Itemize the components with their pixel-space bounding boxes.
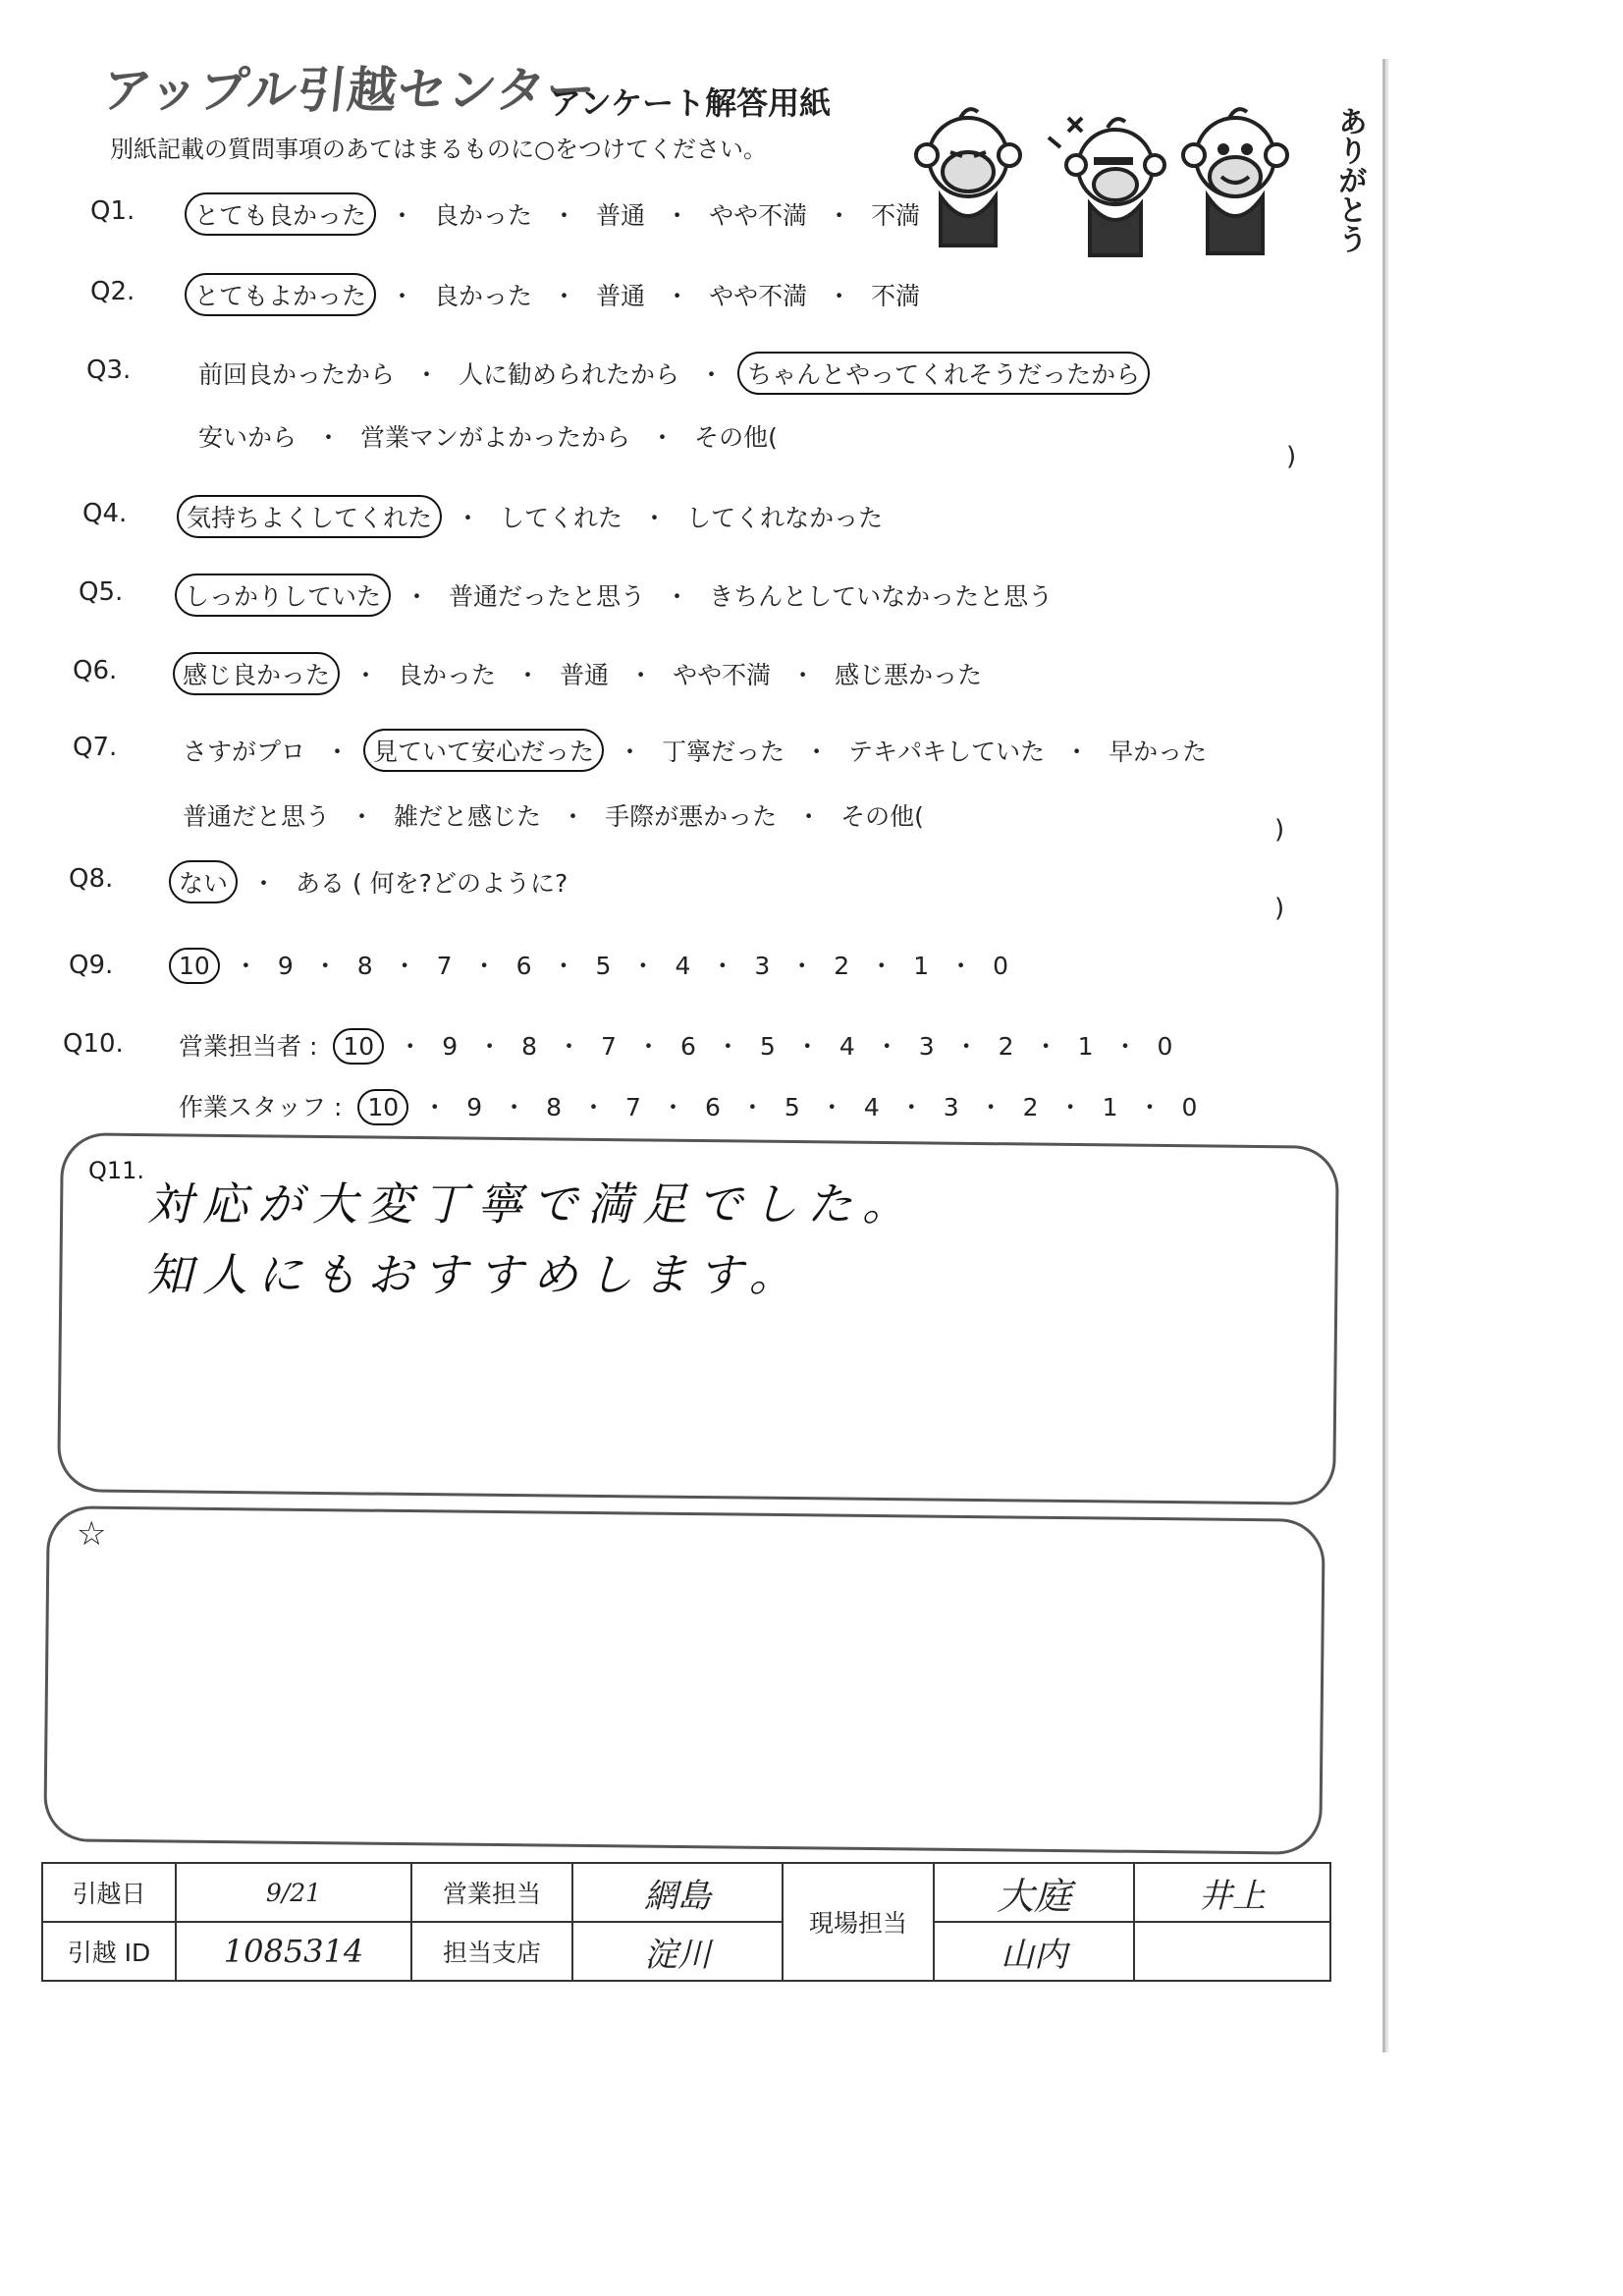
option-separator: ・ — [392, 952, 417, 980]
option-separator: ・ — [642, 504, 668, 532]
question-label-q10: Q10. — [63, 1029, 124, 1059]
option[interactable]: 5 — [595, 952, 612, 980]
page-edge-shadow-light — [1385, 59, 1388, 2052]
option[interactable]: 丁寧だった — [662, 738, 785, 766]
option-separator: ・ — [827, 282, 852, 310]
question-q3-options-row — [192, 352, 1150, 395]
question-label-q2: Q2. — [90, 277, 135, 306]
option-circled[interactable]: ない — [169, 860, 238, 903]
option-circled[interactable]: 10 — [357, 1089, 408, 1125]
option-separator: ・ — [699, 360, 725, 389]
option-separator: ・ — [233, 952, 258, 980]
option-separator: ・ — [471, 952, 497, 980]
site-staff-1: 大庭 — [934, 1863, 1134, 1922]
question-q1-options-row — [185, 192, 926, 236]
site-staff-label: 現場担当 — [783, 1863, 934, 1981]
question-label-q7: Q7. — [73, 733, 118, 762]
option-separator: ・ — [350, 802, 375, 831]
option-separator: ・ — [251, 869, 277, 898]
option-separator: ・ — [874, 1032, 899, 1061]
question-label-q5: Q5. — [79, 577, 124, 607]
option[interactable]: 8 — [546, 1093, 563, 1121]
option[interactable]: 7 — [625, 1093, 641, 1121]
option[interactable]: 6 — [515, 952, 532, 980]
option-separator: ・ — [552, 201, 577, 230]
option-separator: ・ — [1033, 1032, 1058, 1061]
q7-close-paren: ) — [1274, 815, 1285, 845]
option[interactable]: やや不満 — [709, 282, 808, 310]
monkey-mascots-illustration — [901, 98, 1353, 270]
option-separator: ・ — [390, 201, 415, 230]
option[interactable]: 不満 — [871, 282, 921, 310]
option-separator: ・ — [390, 282, 415, 310]
question-label-q4: Q4. — [82, 499, 128, 528]
option-row-label: 作業スタッフ : — [179, 1093, 343, 1121]
option-separator: ・ — [312, 952, 338, 980]
sales-rep-value: 網島 — [572, 1863, 783, 1922]
option[interactable]: 営業マンがよかったから — [360, 423, 631, 452]
question-q4-options-row — [177, 495, 889, 538]
option-circled[interactable]: とてもよかった — [185, 273, 376, 316]
q11-comment-line2: 知人にもおすすめします。 — [147, 1248, 804, 1301]
instruction-text: 別紙記載の質問事項のあてはまるものに○をつけてください。 — [110, 136, 767, 163]
option-separator: ・ — [353, 661, 379, 689]
star-icon: ☆ — [77, 1514, 107, 1554]
question-label-q1: Q1. — [90, 196, 135, 226]
option-circled[interactable]: 10 — [333, 1028, 384, 1065]
q8-close-paren: ) — [1274, 894, 1285, 923]
option[interactable]: 0 — [1181, 1093, 1198, 1121]
option-separator: ・ — [561, 802, 586, 831]
option[interactable]: 感じ悪かった — [835, 661, 983, 689]
option[interactable]: やや不満 — [709, 201, 808, 230]
option[interactable]: 0 — [993, 952, 1009, 980]
site-staff-4 — [1134, 1922, 1330, 1981]
option-separator: ・ — [1112, 1032, 1138, 1061]
brand-title: アップル引越センター — [99, 62, 600, 119]
option-separator: ・ — [398, 1032, 423, 1061]
option[interactable]: 早かった — [1109, 738, 1208, 766]
option[interactable]: 2 — [1022, 1093, 1039, 1121]
option[interactable]: 普通だと思う — [183, 802, 331, 831]
option-circled[interactable]: 10 — [169, 948, 220, 984]
option-circled[interactable]: ちゃんとやってくれそうだったから — [737, 352, 1150, 395]
option-separator: ・ — [827, 201, 852, 230]
option-separator: ・ — [502, 1093, 527, 1121]
option-circled[interactable]: とても良かった — [185, 192, 376, 236]
option-circled[interactable]: 気持ちよくしてくれた — [177, 495, 442, 538]
question-label-q3: Q3. — [86, 355, 132, 385]
option-separator: ・ — [898, 1093, 924, 1121]
option-separator: ・ — [456, 504, 481, 532]
option-circled[interactable]: 感じ良かった — [173, 652, 340, 695]
question-q10-options-row — [173, 1086, 1203, 1125]
option-separator: ・ — [552, 282, 577, 310]
question-q9-options-row — [169, 947, 1014, 984]
option-separator: ・ — [978, 1093, 1003, 1121]
option[interactable]: 普通 — [560, 661, 610, 689]
option[interactable]: 5 — [784, 1093, 800, 1121]
option[interactable]: さすがプロ — [183, 738, 306, 766]
option-separator: ・ — [790, 661, 816, 689]
option-separator: ・ — [739, 1093, 765, 1121]
option-separator: ・ — [405, 582, 430, 611]
option[interactable]: 2 — [998, 1032, 1014, 1061]
question-label-q9: Q9. — [69, 951, 114, 980]
branch-value: 淀川 — [572, 1922, 783, 1981]
option[interactable]: テキパキしていた — [848, 738, 1046, 766]
question-q10-options-row — [173, 1025, 1178, 1065]
option[interactable]: 普通 — [596, 282, 646, 310]
question-label-q6: Q6. — [73, 656, 118, 685]
site-staff-2: 井上 — [1134, 1863, 1330, 1922]
option-separator: ・ — [665, 201, 690, 230]
option-separator: ・ — [635, 1032, 661, 1061]
option[interactable]: 良かった — [398, 661, 497, 689]
site-staff-3: 山内 — [934, 1922, 1134, 1981]
q11-label: Q11. — [88, 1157, 145, 1184]
question-label-q8: Q8. — [69, 864, 114, 894]
option-circled[interactable]: 見ていて安心だった — [363, 729, 604, 772]
q3-close-paren: ) — [1286, 442, 1297, 471]
option-separator: ・ — [557, 1032, 582, 1061]
option-separator: ・ — [630, 952, 656, 980]
option-separator: ・ — [665, 282, 690, 310]
option-separator: ・ — [650, 423, 676, 452]
option[interactable]: 1 — [913, 952, 930, 980]
monkey-covering-mouth-icon — [916, 109, 1020, 246]
monkey-smiling-icon — [1183, 109, 1287, 253]
option[interactable]: 6 — [704, 1093, 721, 1121]
option[interactable]: 手際が悪かった — [605, 802, 778, 831]
option[interactable]: 4 — [863, 1093, 880, 1121]
option[interactable]: してくれなかった — [686, 504, 884, 532]
option-circled[interactable]: しっかりしていた — [175, 574, 391, 617]
option[interactable]: 良かった — [434, 201, 533, 230]
question-q8-options-row — [169, 860, 573, 903]
monkey-covering-eyes-icon — [1049, 118, 1164, 255]
option[interactable]: その他( — [694, 423, 778, 452]
option[interactable]: 安いから — [198, 423, 298, 452]
option[interactable]: 前回良かったから — [198, 360, 396, 389]
form-subtitle: アンケート解答用紙 — [550, 84, 832, 122]
option[interactable]: 2 — [834, 952, 850, 980]
option-separator: ・ — [316, 423, 342, 452]
option[interactable]: その他( — [840, 802, 924, 831]
option[interactable]: 3 — [918, 1032, 935, 1061]
moving-id-value: 1085314 — [176, 1922, 411, 1981]
option-row-label: 営業担当者 : — [179, 1032, 318, 1061]
option[interactable]: 3 — [754, 952, 771, 980]
question-q2-options-row — [185, 273, 926, 316]
option[interactable]: 4 — [839, 1032, 855, 1061]
option[interactable]: 1 — [1102, 1093, 1118, 1121]
option-separator: ・ — [422, 1093, 448, 1121]
option-separator: ・ — [819, 1093, 844, 1121]
star-note-box — [43, 1505, 1325, 1855]
option[interactable]: ある ( 何を?どのように? — [296, 869, 568, 898]
mascot-thanks-text: ありがとう — [1332, 106, 1367, 253]
option-separator: ・ — [869, 952, 894, 980]
option[interactable]: 7 — [601, 1032, 617, 1061]
option-separator: ・ — [1057, 1093, 1083, 1121]
option[interactable]: 6 — [679, 1032, 696, 1061]
option[interactable]: してくれた — [500, 504, 623, 532]
option-separator: ・ — [477, 1032, 503, 1061]
option-separator: ・ — [804, 738, 830, 766]
option-separator: ・ — [414, 360, 440, 389]
option-separator: ・ — [618, 738, 643, 766]
option-separator: ・ — [794, 1032, 820, 1061]
option[interactable]: きちんとしていなかったと思う — [709, 582, 1054, 611]
option[interactable]: 不満 — [871, 201, 921, 230]
sales-rep-label: 営業担当 — [411, 1863, 572, 1922]
option[interactable]: 良かった — [434, 282, 533, 310]
option-separator: ・ — [715, 1032, 740, 1061]
option[interactable]: 5 — [759, 1032, 776, 1061]
question-q7-options-row — [177, 729, 1213, 772]
option[interactable]: 8 — [521, 1032, 538, 1061]
moving-id-label: 引越 ID — [42, 1922, 176, 1981]
option[interactable]: 7 — [436, 952, 453, 980]
option[interactable]: 9 — [442, 1032, 459, 1061]
option-separator: ・ — [628, 661, 654, 689]
option[interactable]: やや不満 — [673, 661, 772, 689]
option-separator: ・ — [789, 952, 815, 980]
branch-label: 担当支店 — [411, 1922, 572, 1981]
option-separator: ・ — [660, 1093, 685, 1121]
option-separator: ・ — [325, 738, 351, 766]
moving-info-table — [41, 1862, 1331, 1982]
option[interactable]: 雑だと感じた — [394, 802, 542, 831]
moving-date-label: 引越日 — [42, 1863, 176, 1922]
option[interactable]: 3 — [943, 1093, 959, 1121]
question-q7-options-row — [177, 795, 930, 835]
option-separator: ・ — [796, 802, 822, 831]
option-separator: ・ — [948, 952, 974, 980]
option-separator: ・ — [710, 952, 735, 980]
option-separator: ・ — [515, 661, 541, 689]
q11-comment-line1: 対応が大変丁寧で満足でした。 — [147, 1177, 917, 1230]
option-separator: ・ — [1137, 1093, 1163, 1121]
question-q5-options-row — [175, 574, 1058, 617]
question-q6-options-row — [173, 652, 988, 695]
option[interactable]: 0 — [1157, 1032, 1173, 1061]
question-q3-options-row — [192, 416, 784, 456]
option[interactable]: 8 — [356, 952, 373, 980]
option-separator: ・ — [551, 952, 576, 980]
option[interactable]: 9 — [277, 952, 294, 980]
option[interactable]: 9 — [466, 1093, 483, 1121]
option-separator: ・ — [581, 1093, 607, 1121]
option[interactable]: 普通 — [596, 201, 646, 230]
option[interactable]: 普通だったと思う — [449, 582, 646, 611]
option[interactable]: 人に勧められたから — [459, 360, 680, 389]
option[interactable]: 4 — [675, 952, 691, 980]
option-separator: ・ — [665, 582, 690, 611]
option[interactable]: 1 — [1077, 1032, 1094, 1061]
option-separator: ・ — [953, 1032, 979, 1061]
option-separator: ・ — [1064, 738, 1090, 766]
moving-date-value: 9/21 — [176, 1863, 411, 1922]
